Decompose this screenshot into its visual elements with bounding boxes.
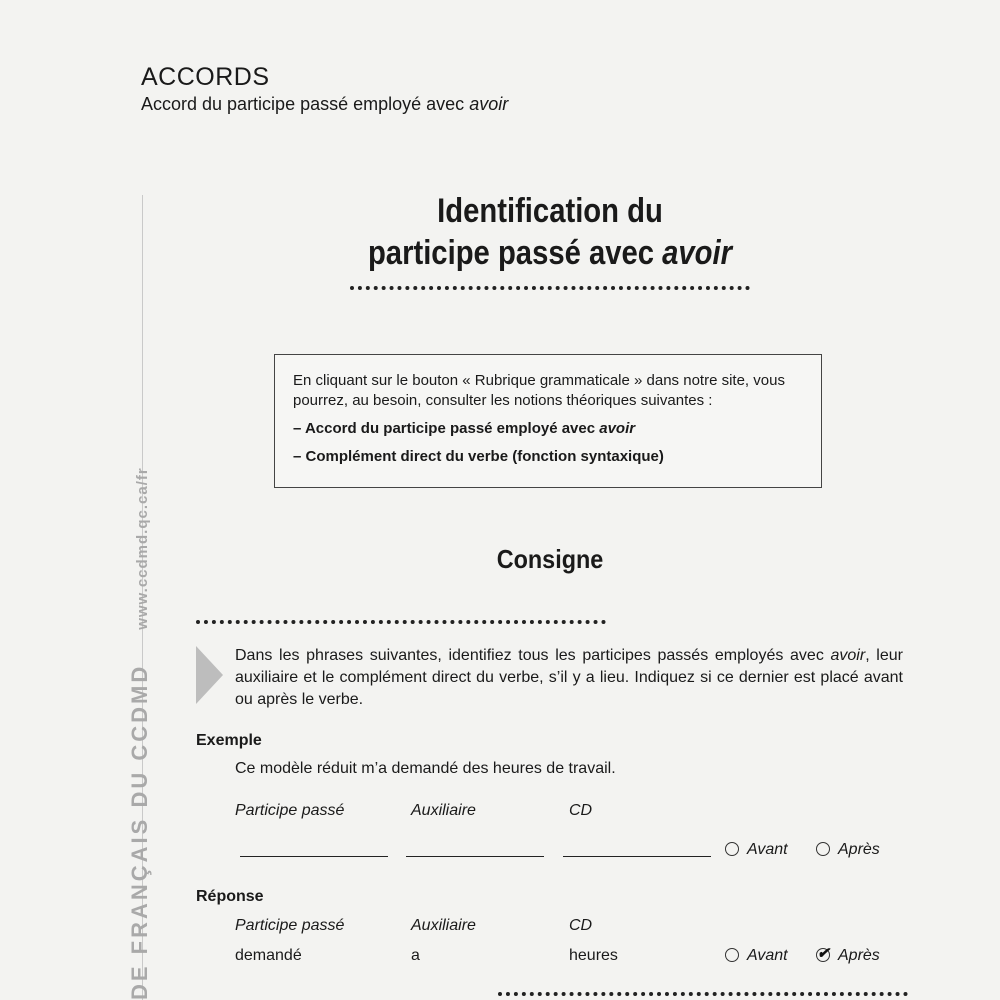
section-subtitle-em: avoir (469, 94, 509, 114)
avant-label: Avant (747, 947, 788, 964)
info-item-1 (293, 419, 803, 439)
exemple-col-participe: Participe passé (235, 802, 345, 819)
apres-radio[interactable] (816, 842, 830, 856)
info-item-2: – Complément direct du verbe (fonction syntaxique) (293, 448, 664, 465)
apres-label: Après (838, 947, 880, 964)
reponse-participe-value: demandé (235, 947, 302, 964)
cd-answer-line[interactable] (563, 856, 711, 857)
sidebar-vertical-text (127, 467, 153, 1000)
info-item-1-text: – Accord du participe passé employé avec (293, 420, 596, 437)
sidebar-title: DE FRANÇAIS DU CCDMD (127, 663, 152, 1000)
consigne-heading: Consigne (496, 544, 604, 574)
auxiliaire-answer-line[interactable] (406, 856, 544, 857)
exemple-sentence: Ce modèle réduit m’a demandé des heures de travail. (235, 760, 616, 777)
reponse-col-auxiliaire: Auxiliaire (411, 917, 476, 934)
consigne-text (235, 645, 903, 711)
exemple-label: Exemple (196, 732, 262, 749)
section-subtitle-text: Accord du participe passé employé avec (141, 94, 465, 114)
consigne-text-em: avoir (830, 647, 866, 664)
page-title-line2-text: participe passé avec (367, 234, 655, 272)
sidebar-url: www.ccdmd.qc.ca/fr (134, 467, 151, 630)
arrow-icon (196, 646, 223, 704)
exemple-avant-option[interactable] (725, 841, 788, 859)
info-box (274, 354, 822, 488)
page-title (335, 190, 765, 274)
participe-answer-line[interactable] (240, 856, 388, 857)
avant-radio[interactable] (725, 842, 739, 856)
reponse-col-participe: Participe passé (235, 917, 345, 934)
info-intro: En cliquant sur le bouton « Rubrique grammaticale » dans notre site, vous pourrez, au besoin, consulter les notions théoriques suivantes : (293, 372, 785, 409)
avant-label: Avant (747, 841, 788, 858)
avant-radio[interactable] (725, 948, 739, 962)
page-title-line2-em: avoir (662, 234, 733, 272)
consigne-text-part2: , leur auxiliaire et le complément direct du verbe, s’il y a lieu. Indiquez si ce dernier est placé avant ou après le verbe. (235, 647, 903, 708)
info-item-1-em: avoir (599, 420, 636, 437)
reponse-auxiliaire-value: a (411, 947, 420, 964)
apres-label: Après (838, 841, 880, 858)
apres-radio-checked[interactable] (816, 948, 830, 962)
section-title: ACCORDS (141, 63, 270, 91)
consigne-dotted-divider (196, 620, 606, 624)
reponse-cd-value: heures (569, 947, 618, 964)
reponse-col-cd: CD (569, 917, 593, 934)
reponse-avant-option[interactable] (725, 947, 788, 965)
exemple-col-cd: CD (569, 802, 593, 819)
reponse-apres-option[interactable] (816, 947, 880, 965)
exemple-col-auxiliaire: Auxiliaire (411, 802, 476, 819)
page-title-line1: Identification du (437, 192, 663, 230)
section-subtitle (141, 94, 508, 115)
consigne-text-part1: Dans les phrases suivantes, identifiez tous les participes passés employés avec (235, 647, 824, 664)
reponse-label: Réponse (196, 888, 264, 905)
page-title-line2 (335, 232, 765, 274)
bottom-dotted-divider (498, 992, 908, 996)
title-dotted-divider (350, 286, 750, 290)
exemple-apres-option[interactable] (816, 841, 880, 859)
